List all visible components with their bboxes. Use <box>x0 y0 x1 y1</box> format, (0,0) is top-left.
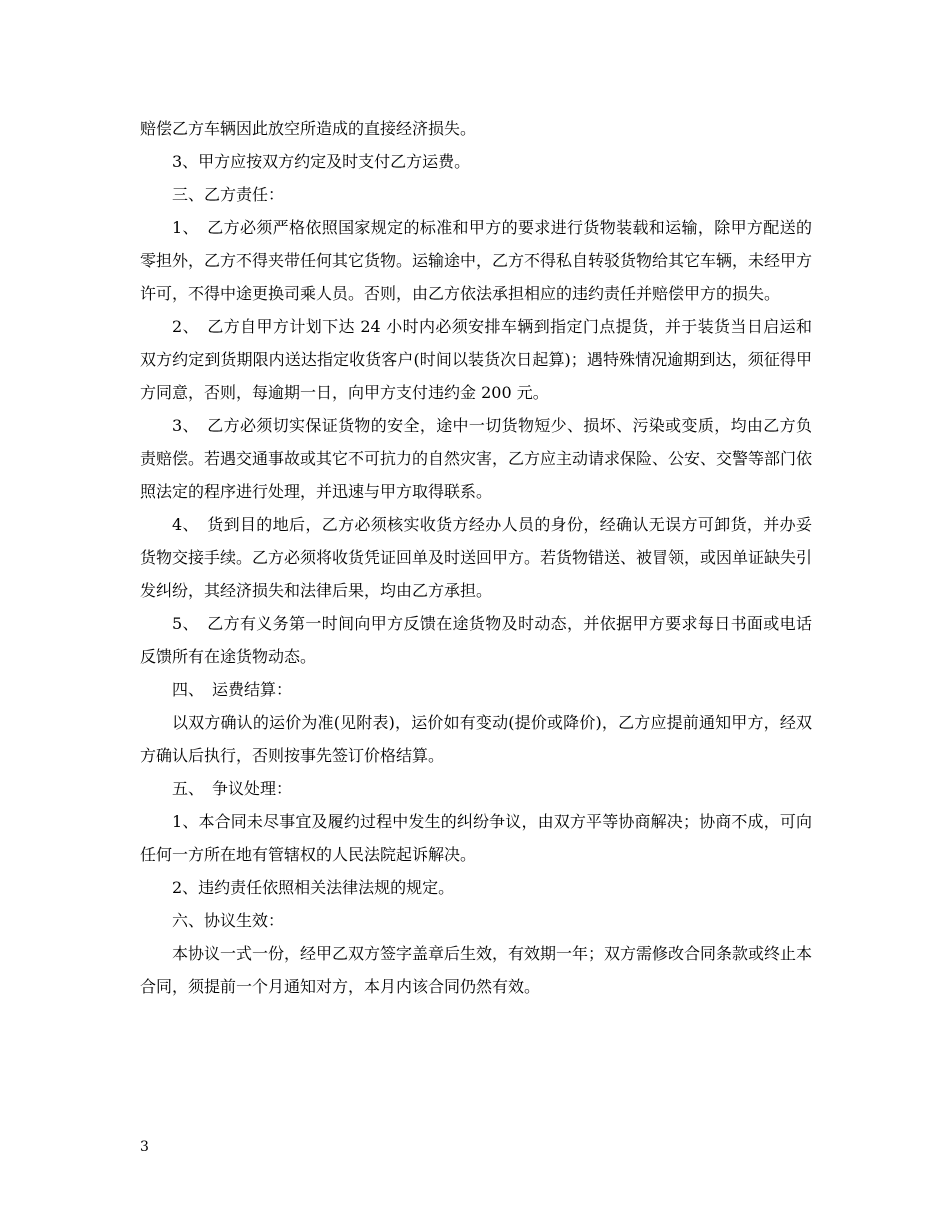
paragraph: 赔偿乙方车辆因此放空所造成的直接经济损失。 <box>140 119 477 138</box>
paragraph: 4、 货到目的地后，乙方必须核实收货方经办人员的身份，经确认无误方可卸货，并办妥货物交接手续。乙方必须将收货凭证回单及时送回甲方。若货物错送、被冒领，或因单证缺失引发纠纷，其经济损失和法律后果，均由乙方承担。 <box>140 515 813 600</box>
paragraph: 5、 乙方有义务第一时间向甲方反馈在途货物及时动态，并依据甲方要求每日书面或电话反馈所有在途货物动态。 <box>140 614 812 666</box>
paragraph: 以双方确认的运价为准(见附表)，运价如有变动(提价或降价)，乙方应提前通知甲方，经双方确认后执行，否则按事先签订价格结算。 <box>140 713 812 765</box>
paragraph: 本协议一式一份，经甲乙双方签字盖章后生效，有效期一年；双方需修改合同条款或终止本合同，须提前一个月通知对方，本月内该合同仍然有效。 <box>140 944 813 996</box>
paragraph: 2、违约责任依照相关法律法规的规定。 <box>172 878 455 897</box>
document-body <box>140 112 812 1003</box>
section-heading: 六、协议生效： <box>172 911 285 930</box>
paragraph: 2、 乙方自甲方计划下达 24 小时内必须安排车辆到指定门点提货，并于装货当日启运和双方约定到货期限内送达指定收货客户(时间以装货次日起算)；遇特殊情况逾期到达，须征得甲方同意，否则，每逾期一日，向甲方支付违约金 200 元。 <box>140 317 812 402</box>
page-number: 3 <box>140 1139 149 1155</box>
paragraph: 1、 乙方必须严格依照国家规定的标准和甲方的要求进行货物装载和运输，除甲方配送的零担外，乙方不得夹带任何其它货物。运输途中，乙方不得私自转驳货物给其它车辆，未经甲方许可，不得中途更换司乘人员。否则，由乙方依法承担相应的违约责任并赔偿甲方的损失。 <box>140 218 813 303</box>
section-heading: 三、乙方责任： <box>172 185 285 204</box>
paragraph: 3、 乙方必须切实保证货物的安全，途中一切货物短少、损坏、污染或变质，均由乙方负责赔偿。若遇交通事故或其它不可抗力的自然灾害，乙方应主动请求保险、公安、交警等部门依照法定的程序进行处理，并迅速与甲方取得联系。 <box>140 416 813 501</box>
section-heading: 四、 运费结算： <box>172 680 293 699</box>
paragraph: 3、甲方应按双方约定及时支付乙方运费。 <box>172 152 471 171</box>
section-heading: 五、 争议处理： <box>172 779 293 798</box>
paragraph: 1、本合同未尽事宜及履约过程中发生的纠纷争议，由双方平等协商解决；协商不成，可向任何一方所在地有管辖权的人民法院起诉解决。 <box>140 812 812 864</box>
